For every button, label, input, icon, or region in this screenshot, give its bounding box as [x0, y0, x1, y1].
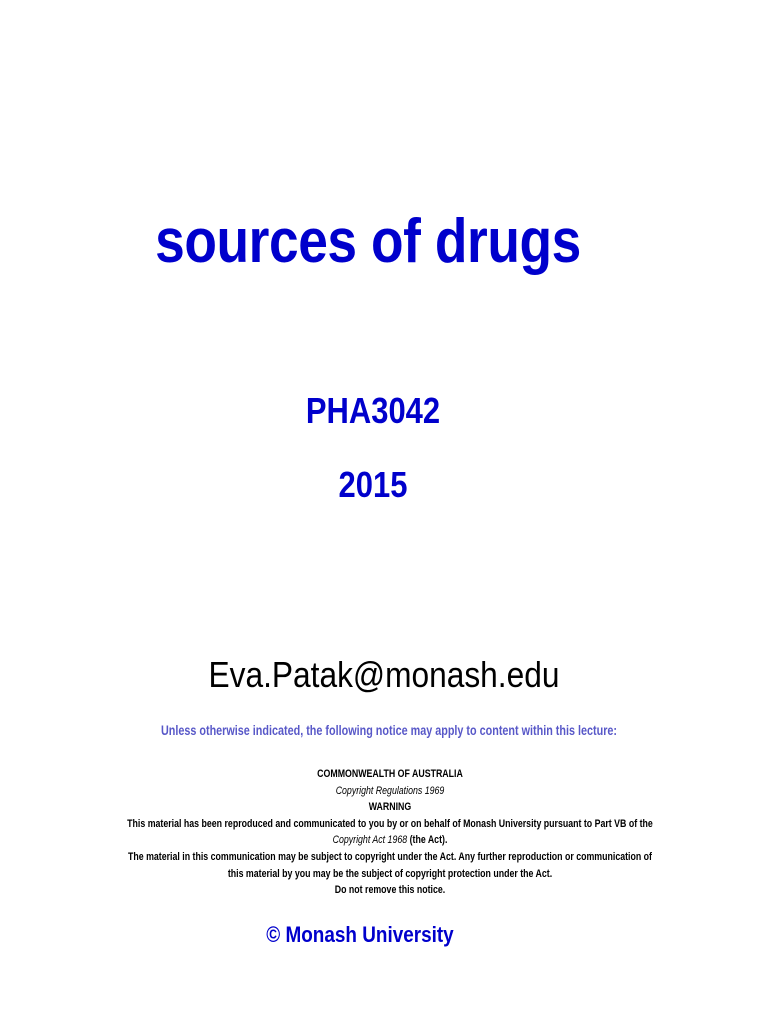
notice-act-name: Copyright Act 1968	[332, 834, 408, 847]
notice-intro: Unless otherwise indicated, the following notice may apply to content within this lecture:	[160, 723, 618, 738]
notice-warning: WARNING	[368, 801, 412, 814]
course-code: PHA3042	[305, 390, 441, 431]
slide-title: sources of drugs	[155, 207, 581, 276]
notice-regulations: Copyright Regulations 1969	[335, 784, 445, 797]
notice-para1-line1: This material has been reproduced and communicated to you by or on behalf of Monash University pursuant to Part VB of the	[127, 817, 653, 830]
notice-act-tail: (the Act).	[407, 834, 448, 847]
notice-para2-line2: this material by you may be the subject of copyright protection under the Act.	[227, 867, 553, 880]
author-email: Eva.Patak@monash.edu	[208, 654, 560, 695]
notice-heading: COMMONWEALTH OF AUSTRALIA	[317, 768, 463, 780]
notice-para2-line1: The material in this communication may be subject to copyright under the Act. Any further reproduction or communication of	[128, 850, 652, 863]
notice-para1-line2	[78, 832, 702, 849]
copyright-line: © Monash University	[266, 922, 454, 947]
course-year: 2015	[338, 464, 408, 505]
copyright-notice	[78, 766, 702, 899]
notice-do-not-remove: Do not remove this notice.	[334, 884, 446, 897]
